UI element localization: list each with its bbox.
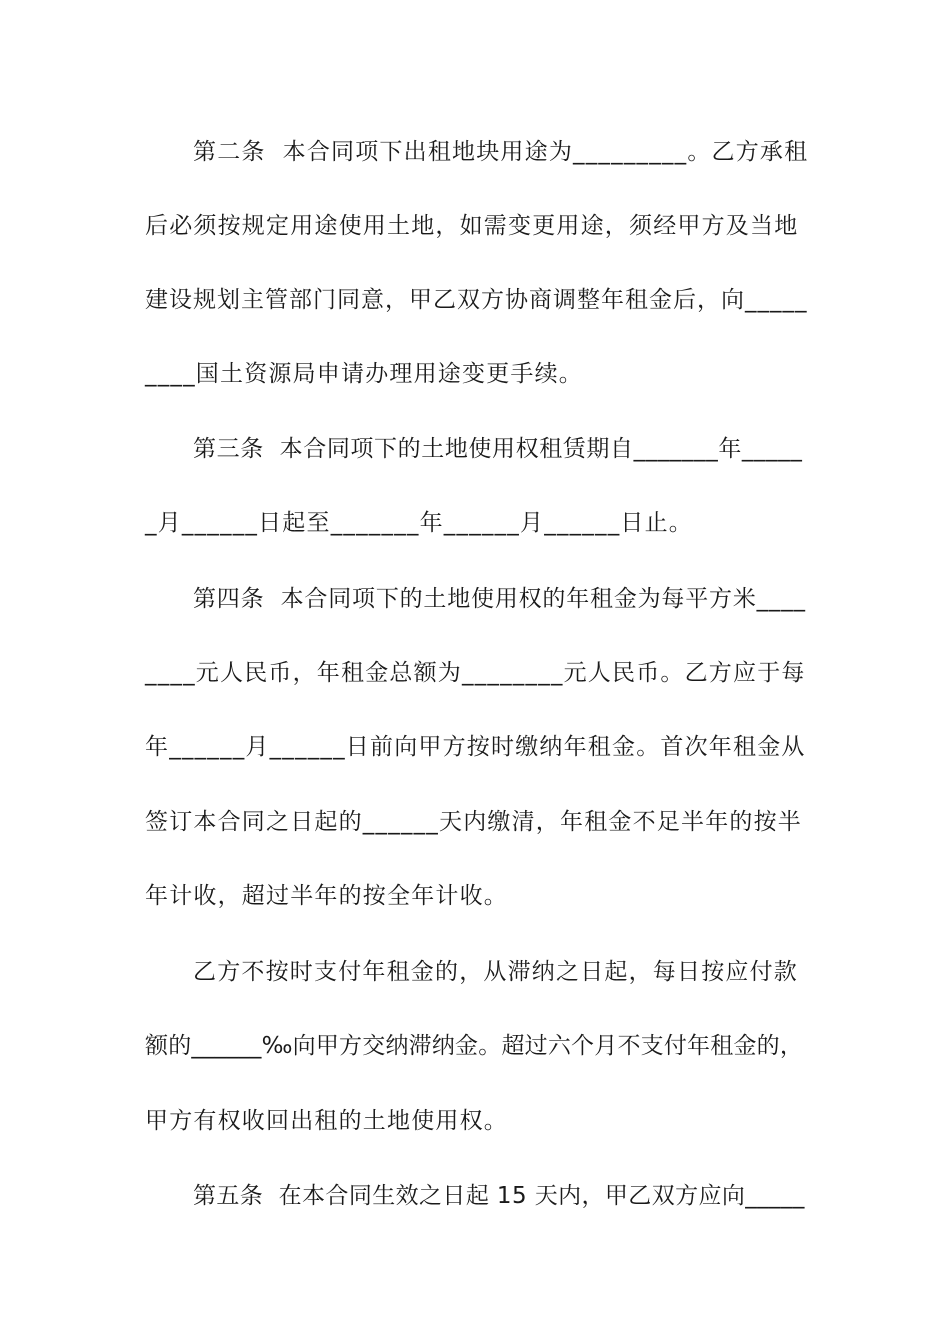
paragraph-line: 签订本合同之日起的______天内缴清，年租金不足半年的按半 xyxy=(145,809,802,835)
paragraph-line: 后必须按规定用途使用土地，如需变更用途，须经甲方及当地 xyxy=(145,213,799,239)
paragraph-line: 第三条 本合同项下的土地使用权租赁期自_______年_____ xyxy=(193,436,803,462)
paragraph-line: 第二条 本合同项下出租地块用途为_________。乙方承租 xyxy=(193,139,809,165)
paragraph-line: 建设规划主管部门同意，甲乙双方协商调整年租金后，向_____ xyxy=(145,287,808,313)
paragraph-line: 乙方不按时支付年租金的，从滞纳之日起，每日按应付款 xyxy=(193,959,798,985)
paragraph-line: ____国土资源局申请办理用途变更手续。 xyxy=(145,361,583,387)
paragraph-line: 额的______‰向甲方交纳滞纳金。超过六个月不支付年租金的， xyxy=(145,1033,804,1059)
paragraph-line: 甲方有权收回出租的土地使用权。 xyxy=(145,1108,508,1134)
paragraph-line: 第四条 本合同项下的土地使用权的年租金为每平方米____ xyxy=(193,586,806,612)
paragraph-line: 年______月______日前向甲方按时缴纳年租金。首次年租金从 xyxy=(145,734,806,760)
paragraph-line: _月______日起至_______年______月______日止。 xyxy=(145,510,693,536)
paragraph-line: 年计收，超过半年的按全年计收。 xyxy=(145,883,508,909)
paragraph-line: ____元人民币，年租金总额为________元人民币。乙方应于每 xyxy=(145,660,806,686)
paragraph-line: 第五条 在本合同生效之日起 15 天内，甲乙双方应向_____ xyxy=(193,1183,805,1209)
